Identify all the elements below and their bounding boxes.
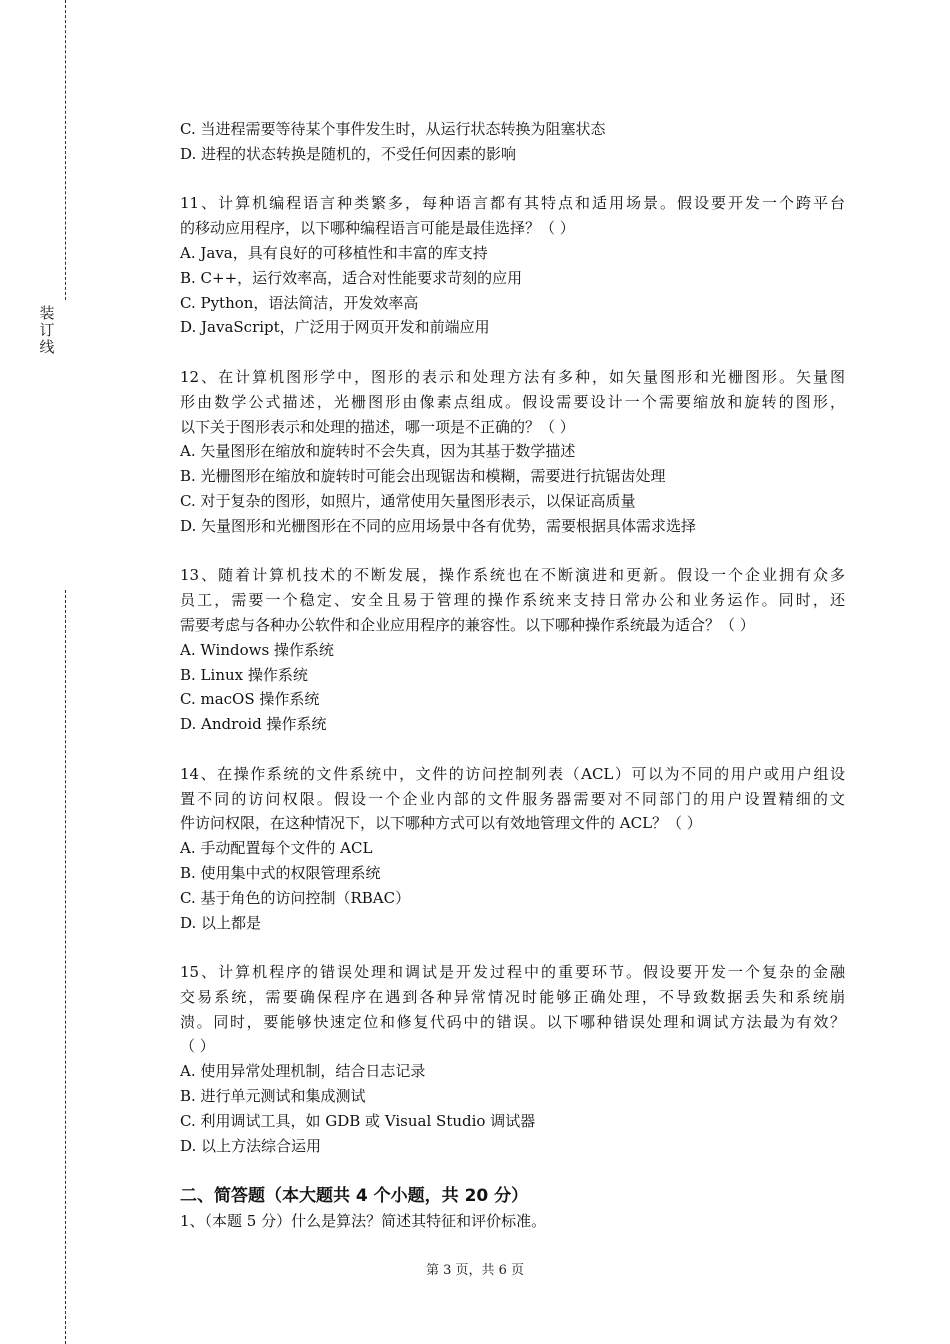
- option-line: A. Windows 操作系统: [180, 640, 334, 659]
- binding-char: 装: [39, 304, 55, 322]
- section-title: 二、简答题（本大题共 4 个小题，共 20 分）: [180, 1186, 529, 1207]
- option-line: D. 矢量图形和光栅图形在不同的应用场景中各有优势，需要根据具体需求选择: [180, 516, 697, 535]
- option-line: C. 对于复杂的图形，如照片，通常使用矢量图形表示，以保证高质量: [180, 491, 636, 510]
- question-stem-line: 12、在计算机图形学中，图形的表示和处理方法有多种，如矢量图形和光栅图形。矢量图: [180, 367, 845, 386]
- question-stem-line: 件访问权限，在这种情况下，以下哪种方式可以有效地管理文件的 ACL？（ ）: [180, 814, 702, 833]
- question-stem-line: 溃。同时，要能够快速定位和修复代码中的错误。以下哪种错误处理和调试方法最为有效？: [180, 1012, 845, 1031]
- option-line: C. Python，语法简洁，开发效率高: [180, 293, 419, 312]
- question-15: [180, 960, 845, 1158]
- option-line: C. 基于角色的访问控制（RBAC）: [180, 888, 411, 907]
- question-stem-line: 14、在操作系统的文件系统中，文件的访问控制列表（ACL）可以为不同的用户或用户组设: [180, 764, 845, 783]
- option-line: C. 当进程需要等待某个事件发生时，从运行状态转换为阻塞状态: [180, 120, 606, 138]
- binding-line-bottom: [65, 590, 66, 1344]
- question-stem-line: 15、计算机程序的错误处理和调试是开发过程中的重要环节。假设要开发一个复杂的金融: [180, 963, 845, 982]
- option-line: B. 进行单元测试和集成测试: [180, 1087, 366, 1106]
- question-13: [180, 563, 845, 737]
- question-stem-line: 的移动应用程序，以下哪种编程语言可能是最佳选择？（ ）: [180, 219, 575, 238]
- question-stem-line: （ ）: [180, 1037, 215, 1056]
- option-line: D. 以上方法综合运用: [180, 1136, 322, 1155]
- option-line: B. Linux 操作系统: [180, 665, 308, 684]
- question-stem-line: 员工，需要一个稳定、安全且易于管理的操作系统来支持日常办公和业务运作。同时，还: [180, 591, 845, 610]
- binding-line-top: [65, 0, 66, 300]
- option-line: A. 使用异常处理机制，结合日志记录: [180, 1062, 426, 1081]
- binding-char: 订: [39, 321, 55, 339]
- option-line: D. 以上都是: [180, 913, 262, 932]
- binding-char: 线: [39, 338, 55, 356]
- question-stem-line: 需要考虑与各种办公软件和企业应用程序的兼容性。以下哪种操作系统最为适合？（ ）: [180, 615, 755, 634]
- option-line: A. 矢量图形在缩放和旋转时不会失真，因为其基于数学描述: [180, 442, 576, 461]
- question-10-remainder: [180, 117, 845, 167]
- short-answer-question-1: 1、（本题 5 分）什么是算法？简述其特征和评价标准。: [180, 1212, 547, 1231]
- option-line: D. 进程的状态转换是随机的，不受任何因素的影响: [180, 144, 517, 163]
- option-line: B. C++，运行效率高，适合对性能要求苛刻的应用: [180, 268, 523, 287]
- page-number: 第 3 页，共 6 页: [425, 1263, 525, 1278]
- option-line: C. 利用调试工具，如 GDB 或 Visual Studio 调试器: [180, 1111, 536, 1130]
- page-content: [180, 117, 845, 1234]
- option-line: A. 手动配置每个文件的 ACL: [180, 839, 373, 858]
- option-line: A. Java，具有良好的可移植性和丰富的库支持: [180, 243, 488, 262]
- option-line: D. JavaScript，广泛用于网页开发和前端应用: [180, 318, 490, 337]
- option-line: B. 使用集中式的权限管理系统: [180, 863, 381, 882]
- option-line: D. Android 操作系统: [180, 715, 327, 734]
- option-line: C. macOS 操作系统: [180, 690, 320, 709]
- question-stem-line: 交易系统，需要确保程序在遇到各种异常情况时能够正确处理，不导致数据丢失和系统崩: [180, 987, 845, 1006]
- question-stem-line: 11、计算机编程语言种类繁多，每种语言都有其特点和适用场景。假设要开发一个跨平台: [180, 194, 845, 213]
- question-11: [180, 191, 845, 340]
- question-stem-line: 13、随着计算机技术的不断发展，操作系统也在不断演进和更新。假设一个企业拥有众多: [180, 566, 845, 585]
- question-stem-line: 形由数学公式描述，光栅图形由像素点组成。假设需要设计一个需要缩放和旋转的图形，: [180, 392, 845, 411]
- question-stem-line: 以下关于图形表示和处理的描述，哪一项是不正确的？（ ）: [180, 417, 575, 436]
- binding-label: [37, 305, 57, 356]
- option-line: B. 光栅图形在缩放和旋转时可能会出现锯齿和模糊，需要进行抗锯齿处理: [180, 467, 666, 486]
- question-12: [180, 365, 845, 539]
- question-stem-line: 置不同的访问权限。假设一个企业内部的文件服务器需要对不同部门的用户设置精细的文: [180, 789, 845, 808]
- question-14: [180, 762, 845, 936]
